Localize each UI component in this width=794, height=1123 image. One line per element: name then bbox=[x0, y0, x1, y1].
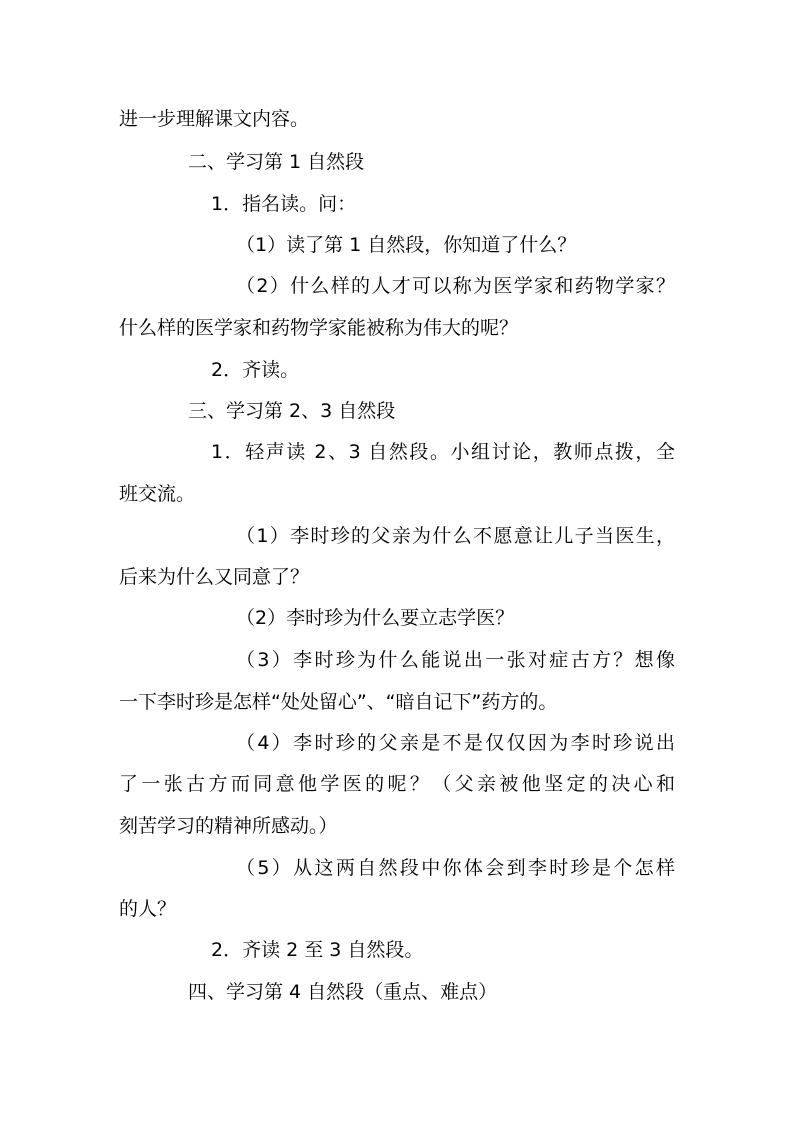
text-line: 后来为什么又同意了？ bbox=[119, 566, 310, 588]
text-line: 2．齐读 2 至 3 自然段。 bbox=[211, 939, 424, 961]
text-line: 什么样的医学家和药物学家能被称为伟大的呢？ bbox=[119, 317, 519, 339]
text-line: 的人？ bbox=[119, 898, 177, 920]
question-line: （1）读了第 1 自然段，你知道了什么？ bbox=[236, 234, 577, 256]
text-line: 1．指名读。问： bbox=[211, 193, 357, 215]
question-line: （4）李时珍的父亲是不是仅仅因为李时珍说出 bbox=[236, 732, 675, 754]
section-heading: 四、学习第 4 自然段（重点、难点） bbox=[188, 981, 498, 1003]
question-line: （2）李时珍为什么要立志学医？ bbox=[236, 607, 515, 629]
question-line: （2）什么样的人才可以称为医学家和药物学家？ bbox=[236, 275, 675, 297]
text-line: 班交流。 bbox=[119, 483, 196, 505]
question-line: （1）李时珍的父亲为什么不愿意让儿子当医生， bbox=[236, 525, 675, 547]
question-line: （3）李时珍为什么能说出一张对症古方？想像 bbox=[236, 649, 675, 671]
text-line: 刻苦学习的精神所感动。） bbox=[119, 815, 338, 837]
text-line: 了一张古方而同意他学医的呢？（父亲被他坚定的决心和 bbox=[119, 773, 675, 795]
text-line: 进一步理解课文内容。 bbox=[119, 108, 310, 130]
text-line: 2．齐读。 bbox=[211, 359, 300, 381]
section-heading: 三、学习第 2、3 自然段 bbox=[188, 400, 396, 422]
text-line: 一下李时珍是怎样“处处留心”、“暗自记下”药方的。 bbox=[119, 691, 558, 713]
text-line: 1．轻声读 2、3 自然段。小组讨论，教师点拨，全 bbox=[211, 441, 675, 463]
question-line: （5）从这两自然段中你体会到李时珍是个怎样 bbox=[236, 857, 675, 879]
section-heading: 二、学习第 1 自然段 bbox=[188, 151, 365, 173]
